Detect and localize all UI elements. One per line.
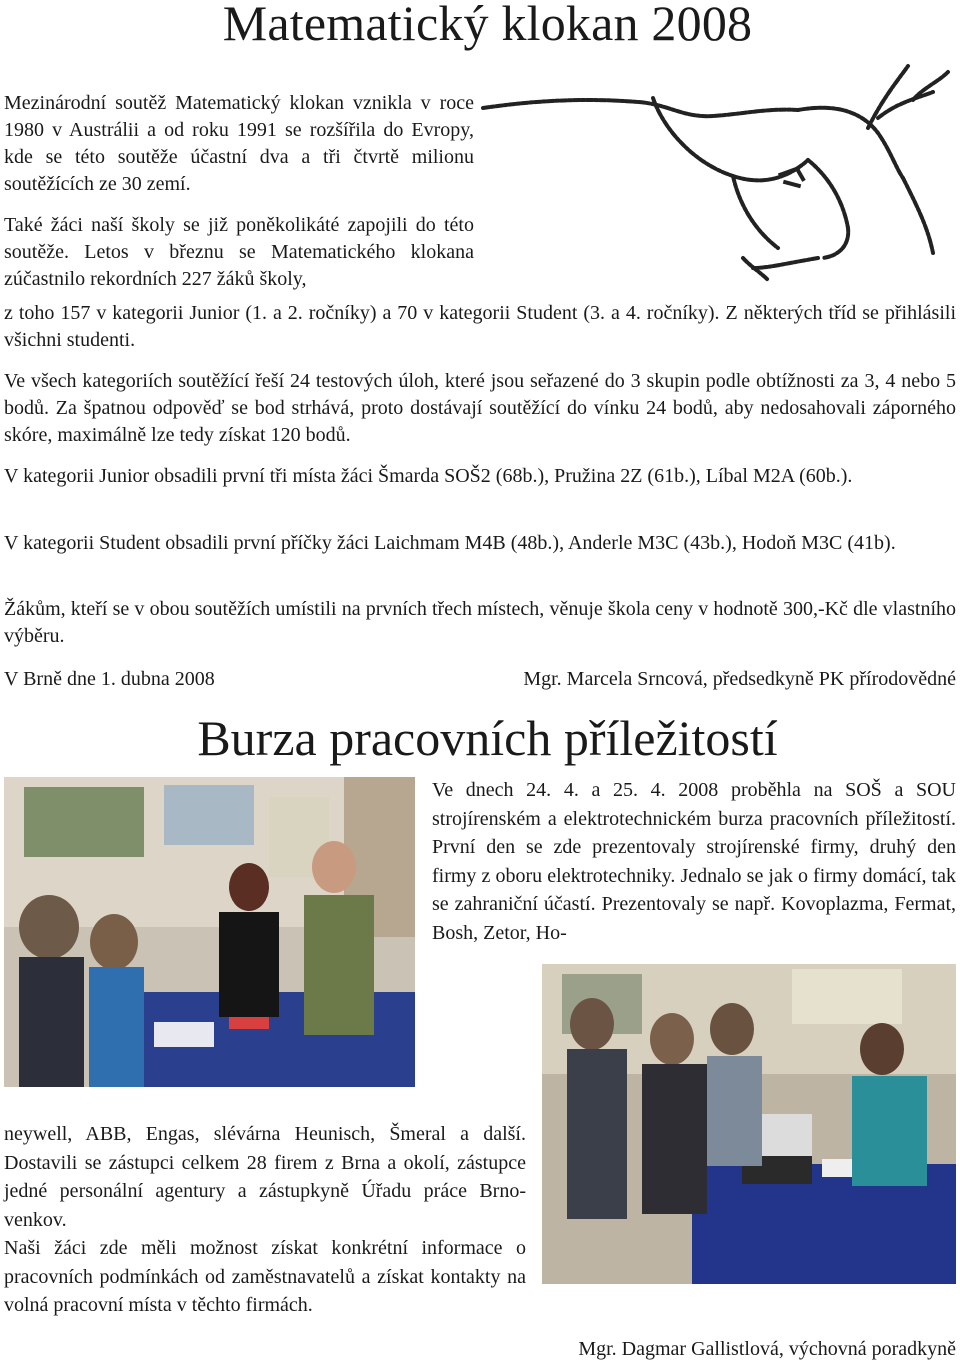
article-title-klokan: Matematický klokan 2008 (222, 0, 753, 51)
paragraph-junior-results (4, 463, 956, 490)
paragraph-jf-2: neywell, ABB, Engas, slévárna Heunisch, Šmeral a další. Dostavili se zástupci celkem 28 firem z Brna a okolí, zástupce jedné personální agentury a zástupkyně Úřadu práce Brno-venkov. (4, 1123, 526, 1231)
author-signature-2: Mgr. Dagmar Gallistlová, výchovná poradkyně (578, 1338, 956, 1360)
paragraph-intro (4, 90, 474, 198)
job-fair-photo-1 (4, 777, 415, 1087)
paragraph-jf-3: Naši žáci zde měli možnost získat konkrétní informace o pracovních podmínkách od zaměstnavatelů a získat kontakty na volná pracovní místa v těchto firmách. (4, 1237, 526, 1316)
paragraph-categories (4, 300, 956, 354)
paragraph-job-fair-2 (4, 1120, 526, 1320)
paragraph-student-results (4, 530, 956, 557)
paragraph-4: Ve všech kategoriích soutěžící řeší 24 testových úloh, které jsou seřazené do 3 skupin podle obtížnosti za 3, 4 nebo 5 bodů. Za špatnou odpověď se bod strhává, proto dostávají soutěžící do vínku 24 bodů, aby nedosahovali záporného skóre, maximálně lze tedy získat 120 bodů. (4, 370, 956, 446)
kangaroo-sketch-image (478, 58, 958, 288)
job-fair-photo-2 (542, 964, 956, 1284)
author-signature-1: Mgr. Marcela Srncová, předsedkyně PK přírodovědné (523, 668, 956, 690)
paragraph-job-fair-1 (432, 776, 956, 947)
paragraph-5: V kategorii Junior obsadili první tři místa žáci Šmarda SOŠ2 (68b.), Pružina 2Z (61b.), Líbal M2A (60b.). (4, 465, 853, 487)
paragraph-prizes (4, 596, 956, 650)
paragraph-7: Žákům, kteří se v obou soutěžích umístili na prvních třech místech, věnuje škola ceny v hodnotě 300,-Kč dle vlastního výběru. (4, 598, 956, 647)
paragraph-6: V kategorii Student obsadili první příčky žáci Laichmam M4B (48b.), Anderle M3C (43b.), Hodoň M3C (41b). (4, 532, 896, 554)
paragraph-2: Také žáci naší školy se již poněkolikáté zapojili do této soutěže. Letos v březnu se Matematického klokana zúčastnilo rekordních 227 žáků školy, (4, 214, 474, 290)
paragraph-school (4, 212, 474, 293)
paragraph-3: z toho 157 v kategorii Junior (1. a 2. ročníky) a 70 v kategorii Student (3. a 4. ročníky). Z některých tříd se přihlásili všichni studenti. (4, 302, 956, 351)
place-date: V Brně dne 1. dubna 2008 (4, 668, 215, 690)
article-title-burza: Burza pracovních příležitostí (197, 710, 778, 766)
paragraph-jf-1: Ve dnech 24. 4. a 25. 4. 2008 proběhla na SOŠ a SOU strojírenském a elektrotechnickém burza pracovních příležitostí. První den se zde prezentovaly strojírenské firmy, druhý den firmy z oboru elektrotechniky. Jednalo se jak o firmy domácí, tak se zahraniční účastí. Prezentovaly se např. Kovoplazma, Fermat, Bosh, Zetor, Ho- (432, 779, 956, 944)
paragraph-1: Mezinárodní soutěž Matematický klokan vznikla v roce 1980 v Austrálii a od roku 1991 se rozšířila do Evropy, kde se této soutěže účastní dva a tři čtvrtě milionu soutěžících ze 30 zemí. (4, 92, 474, 195)
paragraph-rules (4, 368, 956, 449)
